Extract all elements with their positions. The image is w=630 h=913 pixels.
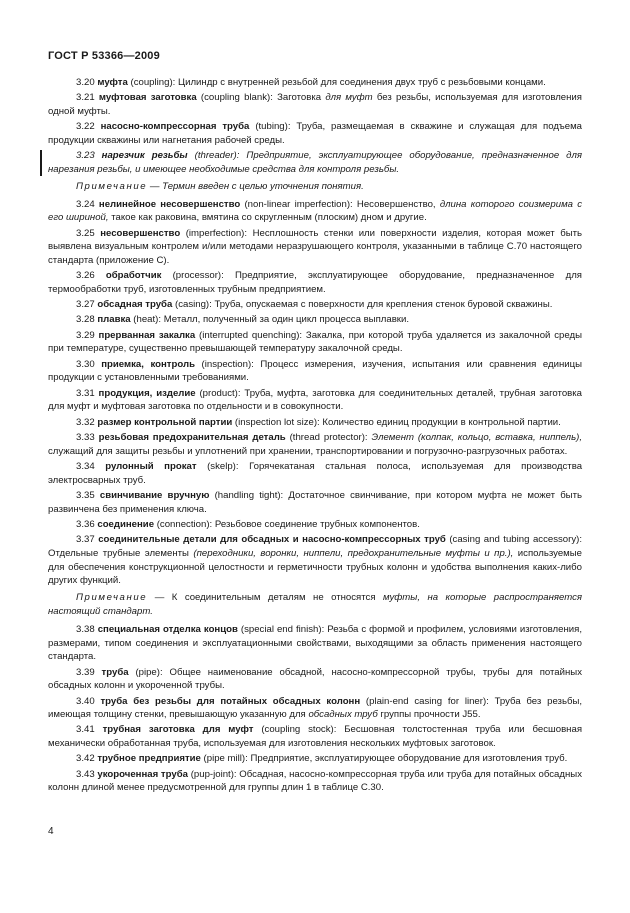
entry-definition: используемые для обеспечения конструкционной целостности и герметичности трубных колонн и удобства выполнения каких-либо других функций.: [48, 547, 583, 587]
entry-term: муфтовая заготовка: [98, 92, 197, 104]
entry-3-28: [48, 313, 582, 327]
entry-en: (coupling):: [130, 77, 176, 88]
entry-term: нелинейное несовершенство: [98, 198, 241, 210]
entry-3-27: [48, 298, 582, 312]
entry-number: 3.40: [76, 695, 95, 707]
entry-term: несовершенство: [100, 227, 181, 239]
entry-3-39: [48, 666, 582, 694]
entry-3-35: [48, 489, 582, 517]
entry-definition: Достаточное свинчивание, при котором муфта не может быть развинчена без применения ключа.: [48, 489, 582, 515]
entry-en: (coupling blank): Заготовка: [200, 92, 322, 104]
entry-term: соединение: [97, 518, 155, 530]
entry-en: (imperfection):: [185, 227, 248, 239]
entry-number: 3.29: [76, 329, 95, 341]
entry-number: 3.42: [76, 753, 95, 765]
entry-3-33: [48, 431, 582, 459]
entry-number: 3.38: [76, 623, 95, 635]
entry-3-23: [48, 149, 582, 177]
entry-en: (coupling stock):: [261, 724, 337, 736]
document-body: [48, 76, 582, 797]
entry-en: (casing and tubing accessory): Отдельные трубные элементы: [48, 533, 582, 559]
entry-3-41: [48, 723, 582, 751]
entry-en: (handling tight):: [214, 489, 284, 501]
entry-en: (pipe):: [135, 666, 163, 678]
entry-definition: Горячекатаная стальная полоса, используемая для производства электросварных труб.: [48, 460, 583, 486]
entry-number: 3.43: [76, 768, 95, 780]
entry-en: (inspection lot size):: [234, 416, 320, 428]
entry-3-43: [48, 768, 582, 796]
entry-en: (processor):: [172, 270, 224, 282]
entry-term: прерванная закалка: [98, 329, 196, 341]
entry-definition: Труба, размещаемая в скважине и служащая для подъема продукции скважины или нагнетания рабочей среды.: [48, 121, 583, 146]
entry-term: труба: [101, 666, 129, 678]
entry-term: нарезчик резьбы: [101, 150, 188, 162]
entry-number: 3.32: [76, 416, 95, 428]
entry-definition-italic: длина которого соизмерима с его шириной,: [48, 198, 582, 224]
entry-3-20: [48, 76, 582, 90]
entry-definition: Закалка, при которой труба удаляется из закалочной среды при температуре, существенно превышающей температуру закалочной среды.: [48, 329, 583, 355]
entry-definition-italic: для муфт: [325, 92, 373, 104]
entry-en: (connection):: [156, 518, 213, 530]
entry-en: (pup-joint):: [190, 768, 237, 780]
entry-definition-italic: (переходники, воронки, ниппели, предохранительные муфты и пр.),: [193, 547, 514, 559]
entry-en: (thread protector):: [289, 431, 368, 443]
entry-en: (pipe mill):: [203, 753, 248, 765]
entry-en: (threader):: [194, 150, 240, 162]
entry-definition: Цилиндр с внутренней резьбой для соединения двух труб с резьбовыми концами.: [177, 77, 546, 88]
entry-definition: Труба, опускаемая с поверхности для крепления стенок буровой скважины.: [214, 299, 553, 311]
entry-definition-tail: группы прочности J55.: [380, 709, 481, 721]
entry-3-24: [48, 198, 582, 226]
entry-definition: служащий для защиты резьбы и уплотнений при хранении, транспортировании и погрузочно-разгрузочных работах.: [48, 445, 568, 457]
entry-number: 3.21: [76, 92, 95, 104]
entry-en: (heat):: [133, 314, 162, 326]
entry-term: резьбовая предохранительная деталь: [98, 431, 286, 443]
change-bar: [40, 150, 42, 176]
entry-definition: Бесшовная толстостенная труба или бесшовная механически обработанная труба, используемая для изготовления нескольких муфтовых заготовок.: [48, 724, 583, 750]
entry-number: 3.23: [76, 150, 95, 162]
entry-term: размер контрольной партии: [97, 416, 233, 428]
entry-term: специальная отделка концов: [97, 623, 238, 635]
entry-en: (special end finish):: [240, 623, 325, 635]
entry-definition-italic: обсадных труб: [308, 709, 378, 721]
document-header: ГОСТ Р 53366—2009: [48, 50, 160, 62]
entry-number: 3.25: [76, 227, 95, 239]
entry-term: муфта: [97, 77, 128, 88]
entry-term: продукция, изделие: [98, 387, 196, 399]
entry-en: (casing):: [175, 299, 212, 311]
entry-definition: такое как раковина, вмятина со скругленным (плоским) дном и другие.: [111, 212, 427, 224]
entry-number: 3.26: [76, 270, 95, 282]
entry-en: (inspection):: [201, 358, 254, 370]
entry-term: насосно-компрессорная труба: [100, 121, 250, 133]
entry-definition: Обсадная, насосно-компрессорная труба или труба для потайных обсадных колонн длиной менее предусмотренной для группы длин 1 в таблице С.30.: [48, 768, 582, 794]
entry-definition: Количество единиц продукции в контрольной партии.: [322, 416, 561, 428]
note-text: — Термин введен с целью уточнения понятия.: [149, 180, 364, 192]
entry-number: 3.39: [76, 666, 95, 678]
entry-term: рулонный прокат: [105, 460, 197, 472]
entry-definition: Предприятие, эксплуатирующее оборудование для изготовления труб.: [250, 753, 568, 765]
entry-term: трубная заготовка для муфт: [102, 724, 254, 736]
entry-3-30: [48, 358, 582, 386]
entry-number: 3.28: [76, 314, 95, 326]
entry-number: 3.30: [76, 358, 95, 370]
entry-term: обработчик: [105, 270, 162, 282]
entry-number: 3.34: [76, 460, 95, 472]
entry-definition: Общее наименование обсадной, насосно-компрессорной трубы, трубы для потайных обсадных колонн и укороченной трубы.: [48, 666, 582, 692]
entry-3-42: [48, 752, 582, 766]
entry-3-22: [48, 120, 582, 148]
entry-definition: Предприятие, эксплуатирующее оборудование, предназначенное для термообработки труб, изготовленных трубным предприятием.: [48, 270, 582, 296]
entry-term: плавка: [97, 314, 131, 326]
entry-term: приемка, контроль: [101, 358, 195, 370]
note-3-23: [48, 180, 582, 194]
entry-term: обсадная труба: [97, 299, 173, 311]
entry-en: (product):: [199, 387, 241, 399]
entry-definition-italic: Элемент (колпак, кольцо, вставка, ниппель),: [371, 431, 582, 443]
entry-3-36: [48, 518, 582, 532]
entry-number: 3.36: [76, 518, 95, 530]
entry-term: трубное предприятие: [97, 753, 201, 765]
entry-number: 3.22: [76, 121, 95, 133]
entry-definition: Резьбовое соединение трубных компонентов.: [214, 518, 420, 530]
entry-definition: без резьбы, используемая для изготовления одной муфты.: [48, 92, 582, 117]
entry-en: (interrupted quenching):: [199, 329, 303, 341]
entry-3-38: [48, 623, 582, 664]
entry-3-34: [48, 460, 582, 488]
entry-en: (tubing):: [255, 121, 291, 133]
entry-3-25: [48, 227, 582, 268]
note-3-37: [48, 591, 582, 619]
entry-number: 3.20: [76, 77, 95, 88]
entry-3-26: [48, 269, 582, 297]
entry-definition: Процесс измерения, изучения, испытания или сравнения единицы продукции с установленными требованиями.: [48, 358, 582, 384]
entry-3-31: [48, 387, 582, 415]
note-text-italic: муфты, на которые распространяется настоящий стандарт.: [48, 592, 583, 617]
entry-term: труба без резьбы для потайных обсадных колонн: [100, 695, 361, 707]
entry-number: 3.41: [76, 724, 95, 736]
entry-definition: Труба без резьбы, имеющая толщину стенки, превышающую указанную для: [48, 695, 583, 721]
entry-number: 3.31: [76, 387, 95, 399]
note-label: Примечание: [76, 592, 148, 604]
entry-definition: Металл, полученный за один цикл процесса выплавки.: [163, 314, 410, 326]
entry-3-32: [48, 416, 582, 430]
entry-term: свинчивание вручную: [99, 489, 210, 501]
note-text: — К соединительным деталям не относятся: [154, 592, 376, 604]
entry-3-21: [48, 91, 582, 119]
entry-3-29: [48, 329, 582, 357]
entry-number: 3.37: [76, 533, 95, 545]
entry-definition: Несплошность стенки или поверхности изделия, которая может быть выявлена визуальным контролем и/или методами неразрушающего контроля, указанными в таблице С.70 настоящего стандарта (приложение С).: [48, 227, 583, 267]
entry-en: (skelp):: [207, 460, 239, 472]
entry-3-40: [48, 695, 582, 723]
entry-term: укороченная труба: [97, 768, 188, 780]
entry-en: (plain-end casing for liner):: [365, 695, 489, 707]
entry-en: (non-linear imperfection): Несовершенство,: [244, 198, 436, 210]
entry-number: 3.33: [76, 431, 95, 443]
page-number: 4: [48, 826, 54, 837]
entry-number: 3.27: [76, 299, 95, 311]
entry-number: 3.24: [76, 198, 95, 210]
entry-term: соединительные детали для обсадных и насосно-компрессорных труб: [98, 533, 446, 545]
entry-definition: Предприятие, эксплуатирующее оборудование, предназначенное для нарезания резьбы, и имеющее необходимые средства для контроля резьбы.: [48, 150, 582, 175]
entry-definition: Труба, муфта, заготовка для соединительных деталей, трубная заготовка для муфт и муфтовая заготовка по отдельности и в совокупности.: [48, 387, 582, 413]
entry-definition: Резьба с формой и профилем, условиями изготовления, размерами, типом соединения и эксплуатационными свойствами, выходящими за область применения настоящего стандарта.: [48, 623, 582, 663]
note-label: Примечание: [76, 180, 148, 192]
entry-number: 3.35: [76, 489, 95, 501]
entry-3-37: [48, 533, 582, 588]
